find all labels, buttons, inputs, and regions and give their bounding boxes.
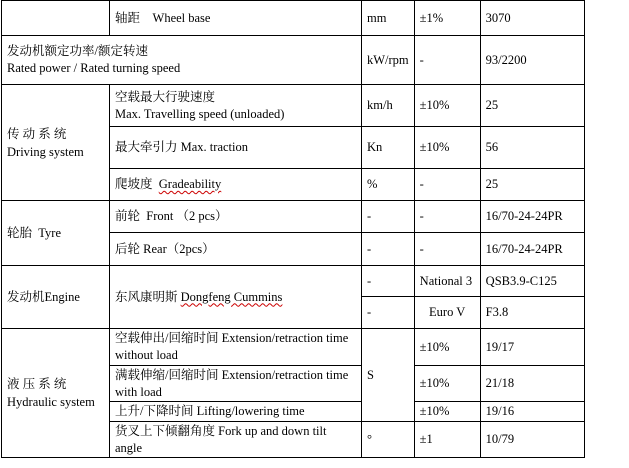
unit-cell: S xyxy=(362,329,415,422)
tolerance-cell: ±10% xyxy=(414,402,480,422)
item-label-en: Gradeability xyxy=(158,177,222,191)
table-row xyxy=(2,36,585,85)
value-cell: QSB3.9-C125 xyxy=(480,266,584,297)
item-label-en: Dongfeng Cummins xyxy=(180,289,283,304)
group-label-en: Hydraulic system xyxy=(7,395,95,409)
table-row xyxy=(2,201,585,233)
item-label-en: Extension/retraction time with load xyxy=(115,367,349,399)
tolerance-cell: ±10% xyxy=(414,366,480,402)
table-row xyxy=(2,85,585,127)
value-cell: 10/79 xyxy=(480,422,584,458)
item-label-en: Front （2 pcs） xyxy=(146,209,228,223)
unit-cell: Kn xyxy=(362,127,415,169)
tolerance-cell: ±10% xyxy=(414,127,480,169)
item-cell xyxy=(110,201,362,233)
table-row xyxy=(2,329,585,366)
group-label-cn: 发动机 xyxy=(7,289,45,304)
group-label-cn: 液 压 系 统 xyxy=(7,377,67,391)
group-label-cn: 传 动 系 统 xyxy=(7,126,67,141)
value-cell: 25 xyxy=(480,169,584,201)
item-label-cn: 后轮 xyxy=(115,241,141,256)
item-label-cn: 前轮 xyxy=(115,209,141,223)
unit-cell: - xyxy=(362,266,415,297)
item-cell xyxy=(110,127,362,169)
value-cell: 25 xyxy=(480,85,584,127)
group-cell xyxy=(2,329,110,458)
tolerance-cell: - xyxy=(414,169,480,201)
tolerance-cell: National 3 xyxy=(414,266,480,297)
item-label-en: Extension/retraction time without load xyxy=(115,331,349,362)
tolerance-cell: ±1 xyxy=(414,422,480,458)
unit-cell: % xyxy=(362,169,415,201)
item-label-cn: 上升/下降时间 xyxy=(115,404,194,418)
spec-table xyxy=(1,0,585,458)
group-label-cn: 轮胎 xyxy=(7,225,33,240)
tolerance-cell: - xyxy=(414,36,480,85)
item-label-en: Fork up and down tilt angle xyxy=(115,423,327,455)
tolerance-cell: ±1% xyxy=(414,1,480,36)
tolerance-cell: - xyxy=(414,233,480,266)
value-cell: 21/18 xyxy=(480,366,584,402)
group-cell xyxy=(2,201,110,266)
value-cell: 3070 xyxy=(480,1,584,36)
item-cell xyxy=(110,422,362,458)
item-label-cn: 爬坡度 xyxy=(115,177,153,191)
tolerance-cell: - xyxy=(414,201,480,233)
unit-cell: - xyxy=(362,233,415,266)
unit-cell: kW/rpm xyxy=(362,36,415,85)
item-label-cn: 空载伸出/回缩时间 xyxy=(115,331,219,345)
item-label-en: Rated power / Rated turning speed xyxy=(7,61,181,75)
item-cell xyxy=(2,36,362,85)
unit-cell: km/h xyxy=(362,85,415,127)
item-cell xyxy=(110,266,362,329)
unit-cell: - xyxy=(362,297,415,329)
group-cell xyxy=(2,1,110,36)
value-cell: 56 xyxy=(480,127,584,169)
item-cell xyxy=(110,85,362,127)
group-label-en: Driving system xyxy=(7,144,84,159)
item-label-cn: 货叉上下倾翻角度 xyxy=(115,423,216,438)
group-cell xyxy=(2,85,110,201)
item-label-cn: 空载最大行驶速度 xyxy=(115,89,216,104)
table-row xyxy=(2,266,585,297)
value-cell: 19/17 xyxy=(480,329,584,366)
item-label-cn: 东风康明斯 xyxy=(115,289,178,304)
table-row xyxy=(2,1,585,36)
value-cell: F3.8 xyxy=(480,297,584,329)
group-label-en: Engine xyxy=(44,289,80,304)
item-label-cn: 轴距 xyxy=(115,10,141,25)
tolerance-cell: Euro V xyxy=(414,297,480,329)
item-label-en: Max. Travelling speed (unloaded) xyxy=(115,106,285,121)
value-cell: 16/70-24-24PR xyxy=(480,233,584,266)
group-cell xyxy=(2,266,110,329)
unit-cell: - xyxy=(362,201,415,233)
item-label-en: Rear（2pcs） xyxy=(143,241,215,256)
item-label-en: Max. traction xyxy=(180,140,248,154)
value-cell: 93/2200 xyxy=(480,36,584,85)
item-cell xyxy=(110,366,362,402)
item-cell xyxy=(110,1,362,36)
tolerance-cell: ±10% xyxy=(414,329,480,366)
item-cell xyxy=(110,402,362,422)
item-label-cn: 最大牵引力 xyxy=(115,140,178,154)
unit-cell: mm xyxy=(362,1,415,36)
item-cell xyxy=(110,233,362,266)
item-label-en: Wheel base xyxy=(152,10,211,25)
item-label-cn: 满载伸缩/回缩时间 xyxy=(115,367,219,382)
unit-cell: ° xyxy=(362,422,415,458)
value-cell: 19/16 xyxy=(480,402,584,422)
item-label-en: Lifting/lowering time xyxy=(196,404,305,418)
item-cell xyxy=(110,169,362,201)
item-label-cn: 发动机额定功率/额定转速 xyxy=(7,44,148,58)
group-label-en: Tyre xyxy=(38,225,61,240)
value-cell: 16/70-24-24PR xyxy=(480,201,584,233)
item-cell xyxy=(110,329,362,366)
tolerance-cell: ±10% xyxy=(414,85,480,127)
